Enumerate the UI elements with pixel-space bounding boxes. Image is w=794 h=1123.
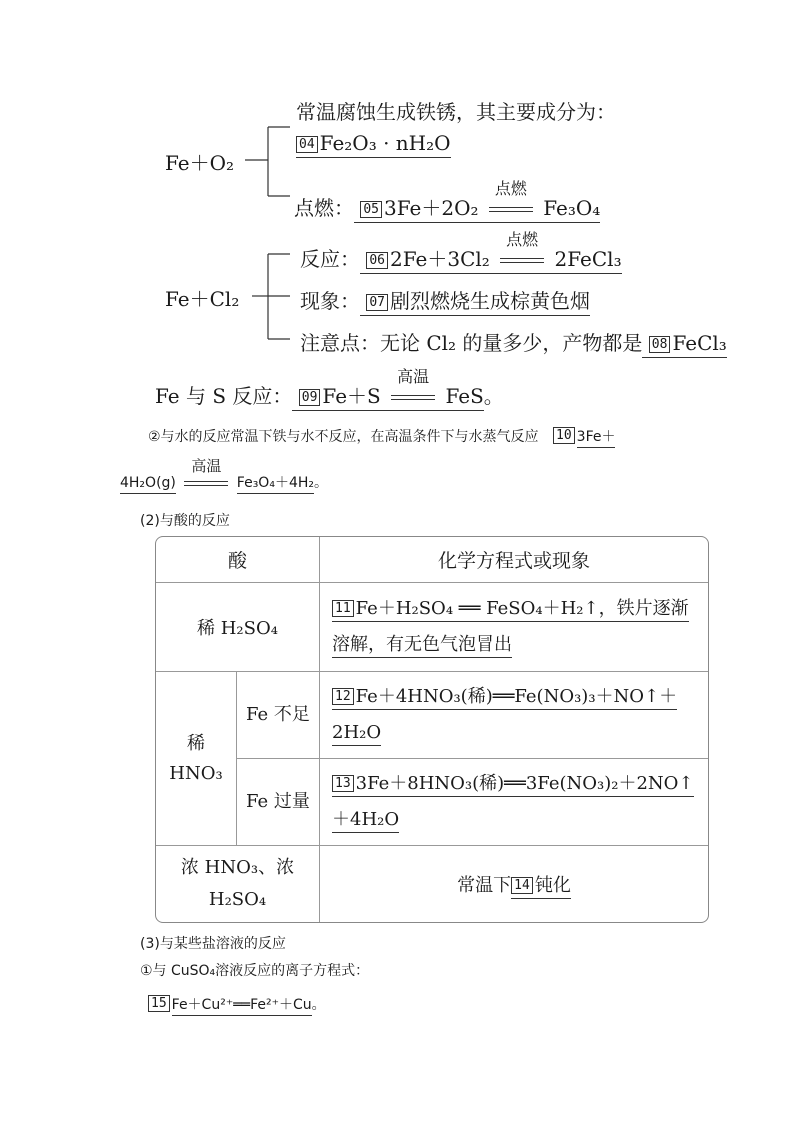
water-text bbox=[148, 426, 615, 446]
blank-number: 10 bbox=[553, 427, 575, 444]
blank-number: 12 bbox=[332, 688, 354, 705]
header-equation: 化学方程式或现象 bbox=[320, 537, 708, 583]
equation-lhs: 4H₂O(g) bbox=[120, 475, 176, 494]
blank-number: 06 bbox=[366, 252, 388, 269]
acid-cell: 稀 H₂SO₄ bbox=[156, 583, 320, 672]
phenomenon-text: 剧烈燃烧生成棕黄色烟 bbox=[390, 289, 591, 313]
fe-cl2-line3 bbox=[300, 327, 727, 356]
reaction-condition bbox=[184, 457, 228, 491]
equation-lhs: 3Fe＋2O₂ bbox=[384, 196, 479, 220]
equation-text: Fe＋4HNO₃(稀)══Fe(NO₃)₃＋NO↑＋2H₂O bbox=[332, 686, 678, 743]
equation-part1: 3Fe＋ bbox=[577, 429, 616, 448]
blank-number: 04 bbox=[296, 136, 318, 153]
rust-formula: Fe₂O₃ · nH₂O bbox=[319, 131, 451, 155]
salt-subheading: ①与 CuSO₄溶液反应的离子方程式： bbox=[140, 963, 370, 979]
blank-number: 11 bbox=[332, 600, 354, 617]
ionic-equation: Fe＋Cu²⁺══Fe²⁺＋Cu bbox=[172, 997, 312, 1016]
equation-rhs: Fe₃O₄＋4H₂ bbox=[237, 475, 314, 494]
equation-text: Fe＋H₂SO₄ ══ FeSO₄＋H₂↑，铁片逐渐溶解，有无色气泡冒出 bbox=[332, 598, 689, 655]
prefix: 常温下 bbox=[457, 875, 512, 896]
water-equation bbox=[120, 457, 328, 492]
fe-cl2-label: Fe＋Cl₂ bbox=[165, 287, 240, 311]
equation-cell bbox=[320, 846, 708, 922]
equation-rhs: Fe₃O₄ bbox=[543, 196, 601, 220]
blank-number: 08 bbox=[649, 336, 671, 353]
acid-table bbox=[155, 536, 709, 923]
table-row bbox=[156, 759, 708, 846]
blank-number: 05 bbox=[360, 201, 382, 218]
equation-text: 3Fe＋8HNO₃(稀)══3Fe(NO₃)₂＋2NO↑＋4H₂O bbox=[332, 773, 694, 830]
acid-heading: (2)与酸的反应 bbox=[140, 513, 230, 529]
salt-heading: (3)与某些盐溶液的反应 bbox=[140, 936, 286, 952]
equation-lhs: 2Fe＋3Cl₂ bbox=[390, 247, 490, 271]
condition-text: 高温 bbox=[191, 457, 222, 475]
period: 。 bbox=[311, 997, 326, 1013]
fe-o2-line3 bbox=[294, 179, 601, 221]
reaction-condition bbox=[489, 179, 533, 220]
condition-text: 点燃 bbox=[494, 179, 527, 198]
blank-number: 13 bbox=[332, 775, 354, 792]
fe-cl2-line2 bbox=[300, 285, 590, 314]
acid-cell: 浓 HNO₃、浓 H₂SO₄ bbox=[156, 846, 320, 922]
equation-rhs: 2FeCl₃ bbox=[554, 247, 622, 271]
equation-cell bbox=[320, 672, 708, 759]
prefix: 反应： bbox=[300, 247, 360, 271]
table-header-row bbox=[156, 537, 708, 583]
blank-number: 14 bbox=[511, 877, 533, 894]
product-formula: FeCl₃ bbox=[672, 331, 727, 355]
equation-cell bbox=[320, 583, 708, 672]
fe-cl2-line1 bbox=[300, 230, 622, 272]
prefix: 点燃： bbox=[294, 196, 354, 220]
condition-text: 点燃 bbox=[506, 230, 539, 249]
fe-o2-line2 bbox=[296, 131, 451, 158]
equation-cell bbox=[320, 759, 708, 846]
prefix: 注意点：无论 Cl₂ 的量多少，产物都是 bbox=[300, 331, 643, 355]
fe-o2-line1: 常温腐蚀生成铁锈，其主要成分为： bbox=[296, 100, 616, 124]
prefix: 现象： bbox=[300, 289, 360, 313]
blank-number: 07 bbox=[366, 294, 388, 311]
reaction-condition bbox=[500, 230, 544, 271]
salt-equation bbox=[148, 994, 326, 1014]
fe-o2-label: Fe＋O₂ bbox=[165, 151, 235, 175]
condition-cell: Fe 过量 bbox=[237, 759, 320, 846]
equation-rhs: FeS bbox=[445, 384, 484, 408]
header-acid: 酸 bbox=[156, 537, 320, 583]
period: 。 bbox=[314, 475, 328, 491]
table-row bbox=[156, 672, 708, 759]
table-row bbox=[156, 846, 708, 922]
reaction-condition bbox=[391, 367, 435, 408]
condition-cell: Fe 不足 bbox=[237, 672, 320, 759]
period: 。 bbox=[483, 384, 504, 408]
condition-text: 高温 bbox=[397, 367, 430, 386]
equation-text: 钝化 bbox=[534, 875, 571, 896]
acid-cell: 稀 HNO₃ bbox=[156, 672, 237, 846]
blank-number: 09 bbox=[299, 389, 321, 406]
table-row bbox=[156, 583, 708, 672]
prefix: Fe 与 S 反应： bbox=[155, 384, 293, 408]
fe-s-line bbox=[155, 367, 504, 409]
water-description: ②与水的反应常温下铁与水不反应，在高温条件下与水蒸气反应 bbox=[148, 429, 539, 445]
equation-lhs: Fe＋S bbox=[322, 384, 381, 408]
blank-number: 15 bbox=[148, 995, 170, 1012]
